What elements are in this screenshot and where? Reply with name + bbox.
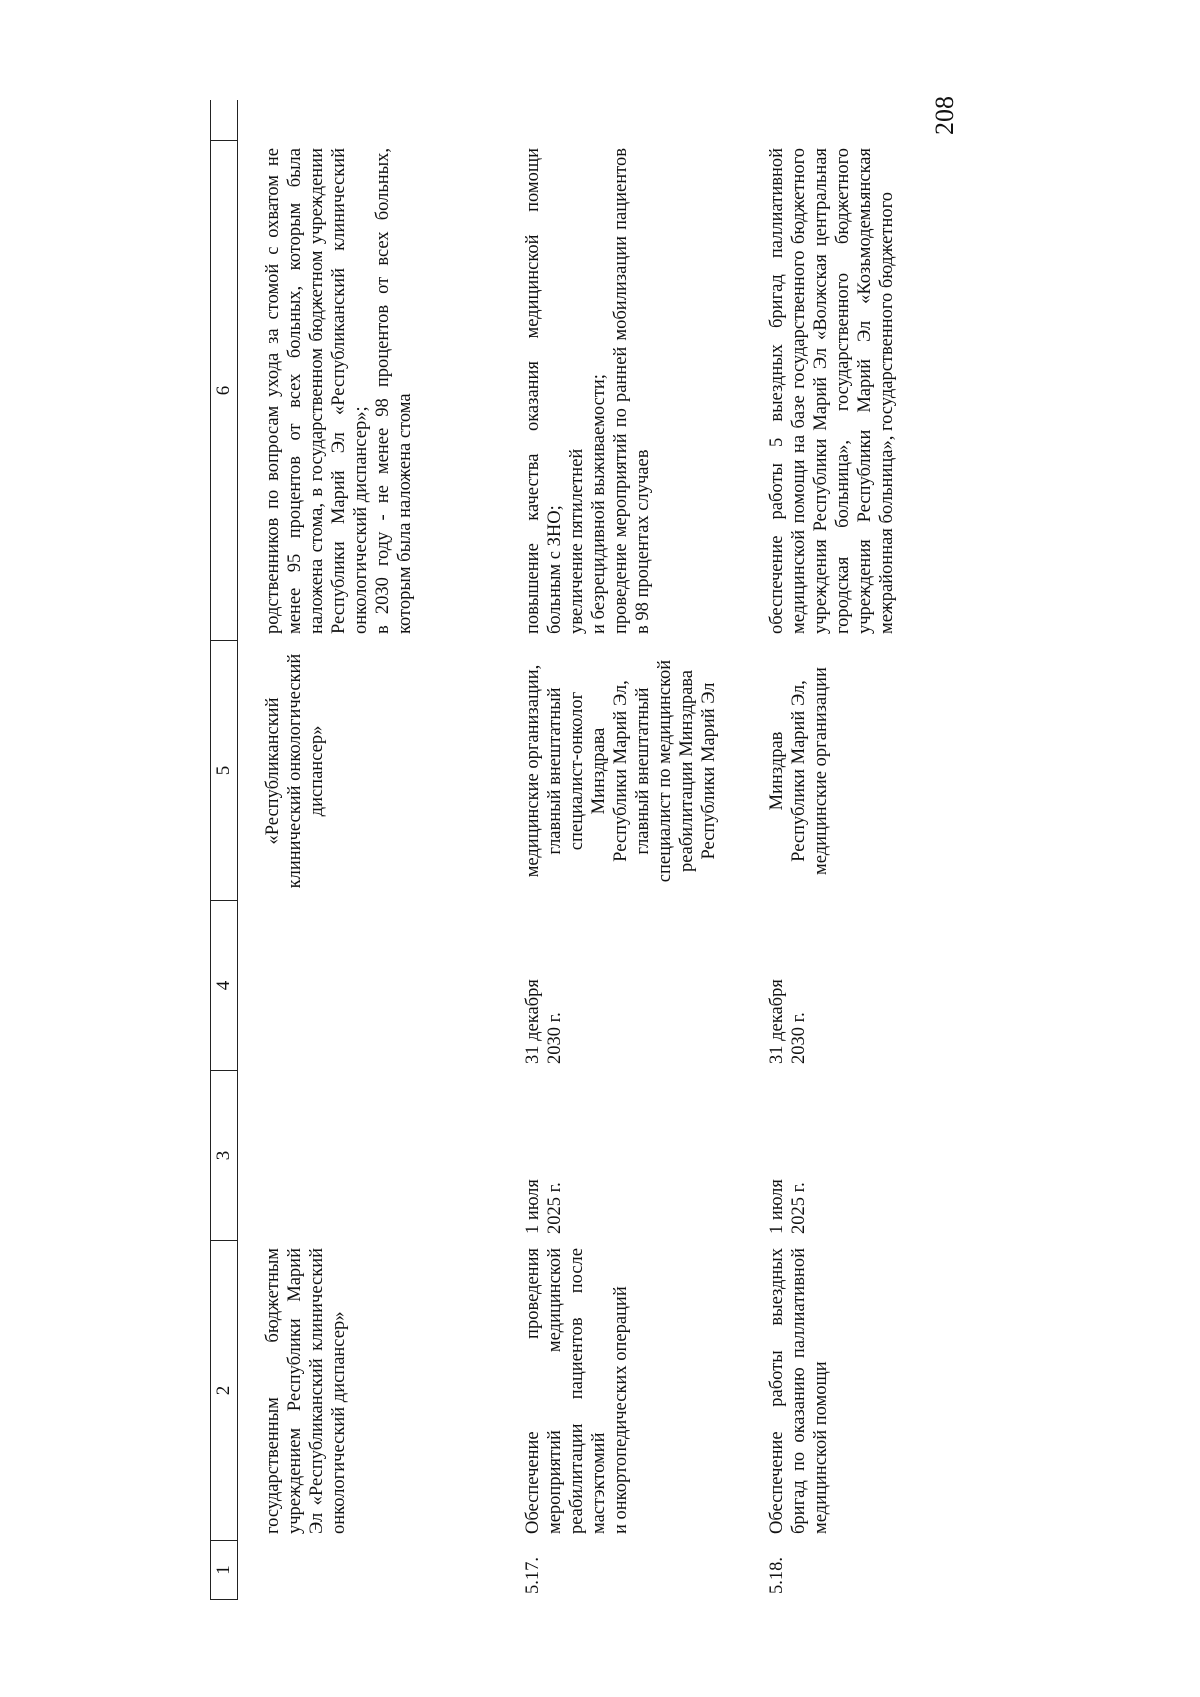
executor-cell: медицинские организации, главный внештатный специалист-онколог Минздрава Республики Марий Эл, главный внештатный специалист по медицинской реабилитации Минздрава Республики Марий Эл [523, 659, 719, 883]
page-number: 208 [930, 96, 959, 135]
event-cell: государственным бюджетным учреждением Республики Марий Эл «Республиканский клинический онкологический диспансер» [263, 1248, 349, 1534]
table-row [766, 100, 1066, 1600]
result-cell: обеспечение работы 5 выездных бригад паллиативной медицинской помощи на базе государственного бюджетного учреждения Республики Марий Эл «Волжская центральная городская больница», государственного бюджетного учреждения Республики Марий Эл «Козьмодемьянская межрайонная больница», государственного бюджетного [767, 148, 897, 634]
result-cell: родственников по вопросам ухода за стомой с охватом не менее 95 процентов от всех больных, которым была наложена стома, в государственном бюджетном учреждении Республики Марий Эл «Республиканский клинический онкологический диспансер»; в 2030 году - не менее 98 процентов от всех больных, которым была наложена стома [263, 148, 415, 634]
end-date-cell [262, 900, 522, 1070]
header-col-3: 3 [211, 1070, 237, 1240]
event-cell: Обеспечение проведения мероприятий медицинской реабилитации пациентов после мастэктомий и онкортопедических операций [523, 1248, 631, 1534]
header-col-1: 1 [211, 1540, 237, 1600]
end-date-cell: 31 декабря 2030 г. [523, 979, 565, 1064]
start-date-cell: 1 июля 2025 г. [767, 1179, 809, 1234]
executor-cell: «Республиканский клинический онкологический диспансер» [263, 653, 327, 889]
header-col-6: 6 [211, 140, 237, 640]
table-row [262, 100, 522, 1600]
header-col-5: 5 [211, 640, 237, 900]
rotated-table-page [210, 100, 1090, 1600]
end-date-cell: 31 декабря 2030 г. [767, 979, 809, 1064]
table-body [262, 100, 1066, 1600]
row-number: 5.18. [767, 1557, 787, 1594]
row-number [262, 1540, 522, 1600]
table-row [522, 100, 766, 1600]
header-col-4: 4 [211, 900, 237, 1070]
row-number: 5.17. [523, 1557, 543, 1594]
table-header-row [210, 100, 238, 1600]
start-date-cell [262, 1070, 522, 1240]
event-cell: Обеспечение работы выездных бригад по оказанию паллиативной медицинской помощи [767, 1248, 831, 1534]
start-date-cell: 1 июля 2025 г. [523, 1179, 565, 1234]
result-cell: повышение качества оказания медицинской помощи больным с ЗНО; увеличение пятилетней и безрецидивной выживаемости; проведение мероприятий по ранней мобилизации пациентов в 98 процентах случаев [523, 148, 653, 634]
executor-cell: Минздрав Республики Марий Эл, медицинские организации [767, 667, 831, 875]
header-col-2: 2 [211, 1240, 237, 1540]
